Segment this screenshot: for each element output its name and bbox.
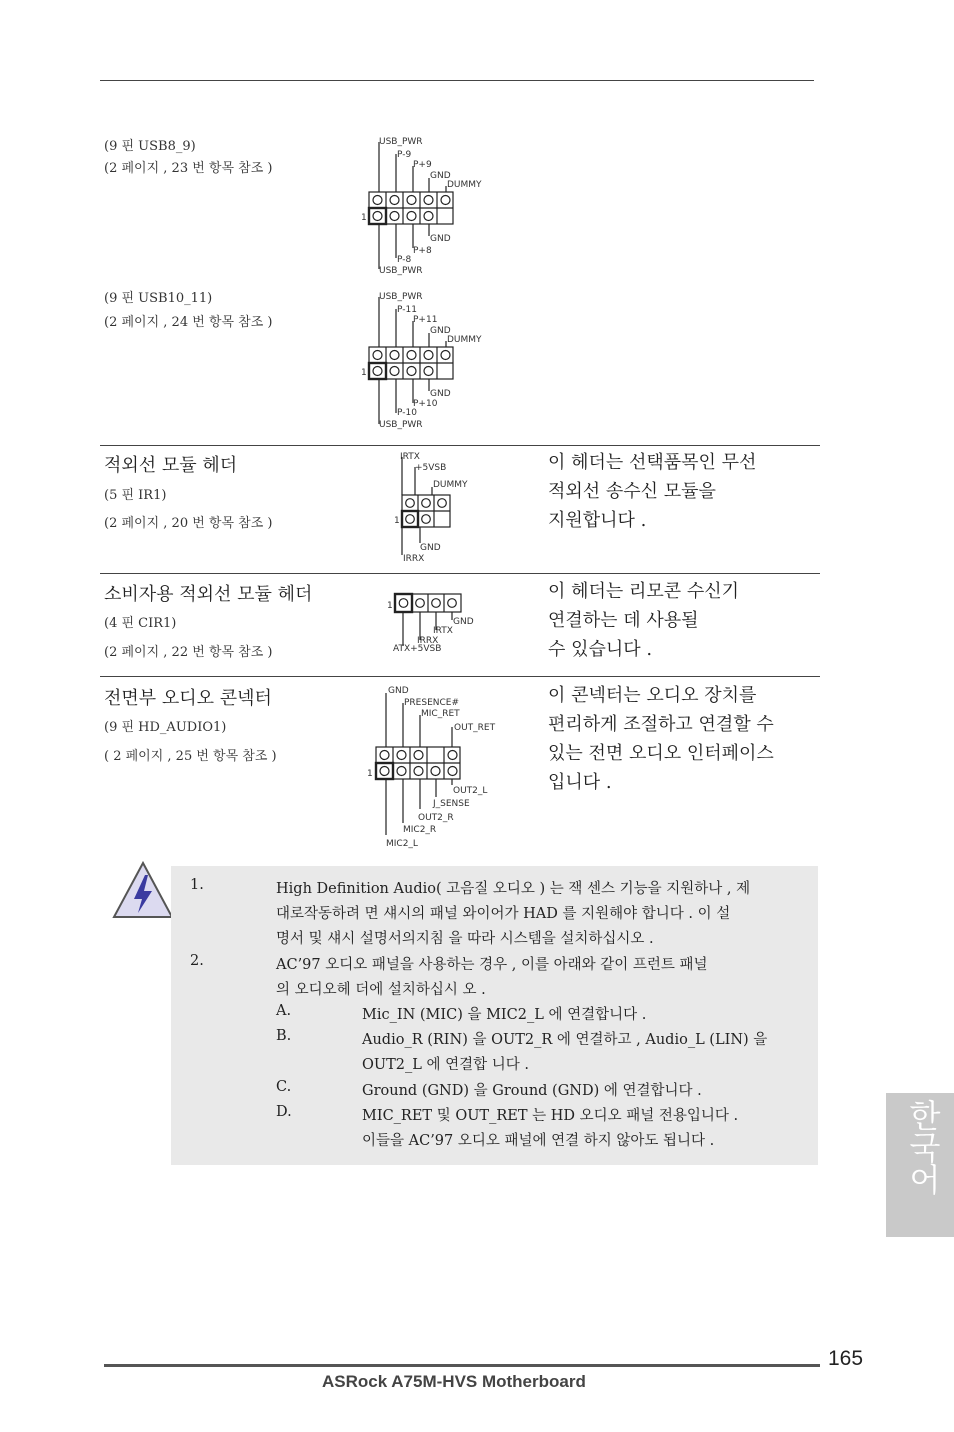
usb89-p-minus: P-9 [397,150,412,160]
audio-description [548,681,818,797]
usb1011-usb-pwr-top: USB_PWR [379,292,423,302]
audio-ref-label: ( 2 페이지 , 25 번 항목 참조 ) [104,749,277,764]
footer-rule [104,1364,820,1367]
note2c-key: C. [276,1079,292,1095]
audio-header-diagram [362,683,512,851]
audio-pin1: 1 [367,769,373,779]
divider-cir [100,573,820,574]
usb1011-pin1: 1 [361,368,367,378]
ir-irrx: IRRX [403,554,425,564]
cir-irtx: IRTX [433,626,453,636]
page-number: 165 [828,1347,864,1370]
ir-irtx: IRTX [400,452,420,462]
audio-out2-l: OUT2_L [453,786,488,796]
ir-desc-line3: 지원합니다 . [548,510,647,531]
note2a-key: A. [276,1003,292,1019]
ir-desc-line1: 이 헤더는 선택품목인 무선 [548,452,757,473]
ir-5vsb: +5VSB [415,463,447,473]
usb89-ref-label: (2 페이지 , 23 번 항목 참조 ) [104,161,273,176]
usb89-p-plus-bot: P+8 [413,246,432,256]
audio-desc-line3: 있는 전면 오디오 인터페이스 [548,743,774,764]
note1-line3: 명서 및 섀시 설명서의지침 을 따라 시스템을 설치하십시오 . [276,931,654,947]
usb89-p-plus: P+9 [413,160,432,170]
audio-presence: PRESENCE# [404,698,460,708]
audio-desc-line2: 편리하게 조절하고 연결할 수 [548,714,774,735]
ir-title: 적외선 모듈 헤더 [104,455,238,476]
usb89-pin1: 1 [361,213,367,223]
ir-gnd: GND [420,543,441,553]
ir-desc-line2: 적외선 송수신 모듈을 [548,481,716,502]
cir-atx5vsb: ATX+5VSB [393,644,442,654]
usb89-usb-pwr-bot: USB_PWR [379,266,423,276]
note2b-text1: Audio_R (RIN) 을 OUT2_R 에 연결하고 , Audio_L (LIN) 을 [362,1032,768,1048]
audio-pin-label: (9 핀 HD_AUDIO1) [104,720,227,735]
note2b-key: B. [276,1028,292,1044]
usb89-dummy: DUMMY [447,180,482,190]
cir-desc-line1: 이 헤더는 리모콘 수신기 [548,581,740,602]
note2-number: 2. [190,953,204,969]
audio-gnd: GND [388,686,409,696]
audio-desc-line1: 이 콘넥터는 오디오 장치를 [548,685,757,706]
note1-line2: 대로작동하려 면 섀시의 패널 와이어가 HAD 를 지원해야 합니다 . 이 설 [276,906,731,922]
ir-header-diagram [388,449,478,565]
cir-gnd: GND [453,617,474,627]
cir-header-diagram [385,590,485,654]
usb89-usb-pwr-top: USB_PWR [379,137,423,147]
usb1011-pin-label: (9 핀 USB10_11) [104,291,213,306]
cir-desc-line3: 수 있습니다 . [548,639,653,660]
warning-icon [112,861,174,921]
audio-title: 전면부 오디오 콘넥터 [104,688,272,709]
note2c-text: Ground (GND) 을 Ground (GND) 에 연결합니다 . [362,1083,702,1099]
note2-line1: AC’97 오디오 패널을 사용하는 경우 , 이를 아래와 같이 프런트 패널 [276,957,708,973]
note2a-text: Mic_IN (MIC) 을 MIC2_L 에 연결합니다 . [362,1007,647,1023]
note1-line1: High Definition Audio( 고음질 오디오 ) 는 잭 센스 기능을 지원하나 , 제 [276,881,751,897]
audio-mic-ret: MIC_RET [421,709,460,719]
usb1011-header-diagram [355,287,505,432]
note2d-text2: 이들을 AC’97 오디오 패널에 연결 하지 않아도 됩니다 . [362,1133,715,1149]
note2d-text1: MIC_RET 및 OUT_RET 는 HD 오디오 패널 전용입니다 . [362,1108,739,1124]
usb89-gnd-bot: GND [430,234,451,244]
divider-ir [100,445,820,446]
ir-pin1: 1 [394,516,400,526]
usb1011-gnd-top: GND [430,326,451,336]
language-tab-label: 한국어 [904,1099,942,1195]
usb1011-p-plus: P+11 [413,315,438,325]
usb89-p-minus-bot: P-8 [397,255,412,265]
top-rule [100,80,814,81]
cir-pin1: 1 [387,601,393,611]
usb1011-p-plus-bot: P+10 [413,399,438,409]
usb89-header-diagram [355,132,505,277]
cir-irrx: IRRX [417,636,439,646]
ir-dummy: DUMMY [433,480,468,490]
note2b-text2: OUT2_L 에 연결합 니다 . [362,1057,529,1073]
cir-desc-line2: 연결하는 데 사용될 [548,610,699,631]
usb1011-gnd-bot: GND [430,389,451,399]
footer-product: ASRock A75M-HVS Motherboard [322,1372,586,1391]
ir-description [548,448,818,535]
audio-desc-line4: 입니다 . [548,772,612,793]
usb89-pin-label: (9 핀 USB8_9) [104,139,196,154]
cir-title: 소비자용 적외선 모듈 헤더 [104,584,313,605]
cir-description [548,577,818,664]
note2d-key: D. [276,1104,292,1120]
note2-line2: 의 오디오헤 더에 설치하십시 오 . [276,982,486,998]
audio-out-ret: OUT_RET [454,723,496,733]
audio-out2-r: OUT2_R [418,813,454,823]
usb1011-ref-label: (2 페이지 , 24 번 항목 참조 ) [104,315,273,330]
usb89-gnd-top: GND [430,171,451,181]
usb1011-dummy: DUMMY [447,335,482,345]
audio-mic2-r: MIC2_R [403,825,437,835]
note1-number: 1. [190,877,204,893]
usb1011-usb-pwr-bot: USB_PWR [379,420,423,430]
ir-ref-label: (2 페이지 , 20 번 항목 참조 ) [104,516,273,531]
cir-ref-label: (2 페이지 , 22 번 항목 참조 ) [104,645,273,660]
usb1011-p-minus: P-11 [397,305,417,315]
cir-pin-label: (4 핀 CIR1) [104,616,177,631]
audio-mic2-l: MIC2_L [386,839,418,849]
language-side-tab [886,1093,954,1237]
ir-pin-label: (5 핀 IR1) [104,488,167,503]
audio-j-sense: J_SENSE [433,799,470,809]
divider-audio [100,676,820,677]
usb1011-p-minus-bot: P-10 [397,408,417,418]
